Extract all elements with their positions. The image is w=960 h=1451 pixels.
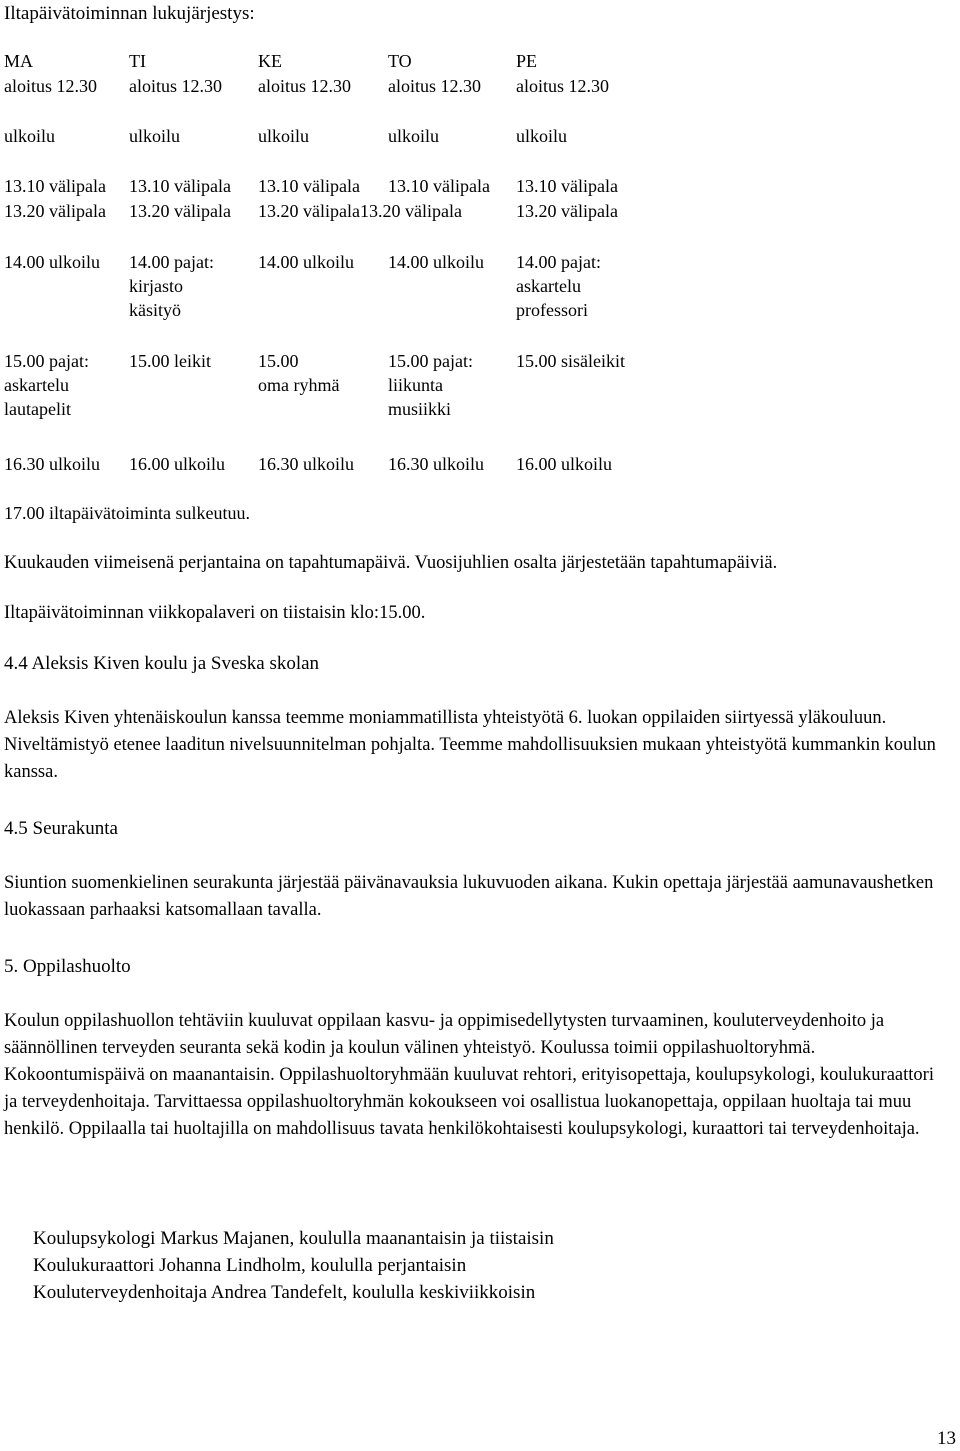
slot1400-tue-line: kirjasto [129, 276, 183, 296]
outdoor-tue: ulkoilu [129, 126, 181, 146]
outdoor-thu: ulkoilu [388, 126, 440, 146]
schedule-1400-row [4, 250, 704, 325]
start-fri: aloitus 12.30 [516, 76, 609, 96]
start-thu: aloitus 12.30 [388, 76, 481, 96]
day-mon: MA [4, 51, 34, 71]
section-4-5-paragraph: Siuntion suomenkielinen seurakunta järjestää päivänavauksia lukuvuoden aikana. Kukin opettaja järjestää aamunavaushetken luokassaan parhaaksi katsomallaan tavalla. [4, 873, 934, 920]
start-wed: aloitus 12.30 [258, 76, 351, 96]
page-number: 13 [937, 1428, 956, 1449]
outdoor-wed: ulkoilu [258, 126, 310, 146]
day-thu: TO [388, 51, 412, 71]
slot1400-wed [258, 250, 355, 322]
slot1500-mon-line: lautapelit [4, 399, 71, 419]
slot1500-thu-line: musiikki [388, 399, 452, 419]
slot1500-fri-line: 15.00 sisäleikit [516, 351, 625, 371]
slot16-tue: 16.00 ulkoilu [129, 454, 226, 474]
slot1400-thu [388, 250, 485, 322]
section-5-heading: 5. Oppilashuolto [4, 956, 131, 977]
slot1400-fri-line: askartelu [516, 276, 581, 296]
section-5-paragraph: Koulun oppilashuollon tehtäviin kuuluvat oppilaan kasvu- ja oppimisedellytysten turvaaminen, kouluterveydenhoito ja säännöllinen terveyden seuranta sekä kodin ja koulun välinen yhteistyö. Koulussa toimii oppilashuoltoryhmä. Kokoontumispäivä on maanantaisin. Oppilashuoltoryhmään kuuluvat rehtori, erityisopettaja, koulupsykologi, koulukuraattori ja terveydenhoitaja. Tarvittaessa oppilashuoltoryhmän kokoukseen voi osallistua luokanopettaja, oppilaan huoltaja tai muu henkilö. Oppilaalla tai huoltajilla on mahdollisuus tavata henkilökohtaisesti koulupsykologi, kuraattori tai terveydenhoitaja. [4, 1011, 934, 1139]
event-day-note: Kuukauden viimeisenä perjantaina on tapahtumapäivä. Vuosijuhlien osalta järjestetään tapahtumapäiviä. [4, 553, 778, 573]
day-fri: PE [516, 51, 538, 71]
slot16-wed: 16.30 ulkoilu [258, 454, 355, 474]
day-tue: TI [129, 51, 146, 71]
section-4-5-body [4, 870, 944, 924]
contact-curator: Koulukuraattori Johanna Lindholm, koululla perjantaisin [33, 1255, 467, 1276]
start-tue: aloitus 12.30 [129, 76, 222, 96]
section-4-5-heading: 4.5 Seurakunta [4, 818, 118, 839]
outdoor-mon: ulkoilu [4, 126, 56, 146]
slot1500-thu-line: 15.00 pajat: [388, 351, 473, 371]
slot16-fri: 16.00 ulkoilu [516, 454, 613, 474]
slot1400-fri-line: professori [516, 300, 588, 320]
slot1400-tue-line: käsityö [129, 300, 181, 320]
section-4-4-heading: 4.4 Aleksis Kiven koulu ja Sveska skolan [4, 653, 320, 674]
snack1-mon: 13.10 välipala [4, 176, 106, 196]
slot1400-wed-line: 14.00 ulkoilu [258, 252, 355, 272]
day-wed: KE [258, 51, 282, 71]
slot16-thu: 16.30 ulkoilu [388, 454, 485, 474]
slot1500-fri [516, 349, 625, 421]
slot1400-tue-line: 14.00 pajat: [129, 252, 214, 272]
snack1-thu: 13.10 välipala [388, 176, 490, 196]
snack2-tue: 13.20 välipala [129, 201, 231, 221]
slot1400-thu-line: 14.00 ulkoilu [388, 252, 485, 272]
section-5-body [4, 1008, 944, 1143]
contact-list [33, 1225, 554, 1306]
contact-psychologist: Koulupsykologi Markus Majanen, koululla maanantaisin ja tiistaisin [33, 1228, 554, 1249]
snack1-wed: 13.10 välipala [258, 176, 360, 196]
slot1400-mon [4, 250, 101, 322]
contact-nurse: Kouluterveydenhoitaja Andrea Tandefelt, koululla keskiviikkoisin [33, 1282, 536, 1303]
snack1-tue: 13.10 välipala [129, 176, 231, 196]
slot16-mon: 16.30 ulkoilu [4, 454, 101, 474]
slot1500-tue [129, 349, 211, 421]
schedule-title: Iltapäivätoiminnan lukujärjestys: [4, 3, 255, 24]
slot1500-wed-line: oma ryhmä [258, 375, 340, 395]
slot1500-mon-line: askartelu [4, 375, 69, 395]
slot1500-wed [258, 349, 340, 445]
schedule-1500-row [4, 349, 704, 424]
schedule-closing: 17.00 iltapäivätoiminta sulkeutuu. [4, 503, 250, 523]
outdoor-fri: ulkoilu [516, 126, 568, 146]
section-4-4-body [4, 705, 944, 786]
slot1500-tue-line: 15.00 leikit [129, 351, 211, 371]
slot1400-mon-line: 14.00 ulkoilu [4, 252, 101, 272]
start-mon: aloitus 12.30 [4, 76, 97, 96]
weekly-meeting-note: Iltapäivätoiminnan viikkopalaveri on tiistaisin klo:15.00. [4, 603, 426, 623]
slot1500-wed-line: 15.00 [258, 351, 299, 371]
snack2-wed-thu: 13.20 välipala13.20 välipala [258, 201, 462, 221]
slot1500-thu-line: liikunta [388, 375, 443, 395]
slot1500-mon-line: 15.00 pajat: [4, 351, 89, 371]
snack1-fri: 13.10 välipala [516, 176, 618, 196]
section-4-4-paragraph: Aleksis Kiven yhtenäiskoulun kanssa teemme moniammatillista yhteistyötä 6. luokan oppilaiden siirtyessä yläkouluun. Niveltämistyö etenee laaditun nivelsuunnitelman pohjalta. Teemme mahdollisuuksien mukaan yhteistyötä kummankin koulun kanssa. [4, 708, 936, 782]
snack2-fri: 13.20 välipala [516, 201, 618, 221]
slot1400-fri-line: 14.00 pajat: [516, 252, 601, 272]
snack2-mon: 13.20 välipala [4, 201, 106, 221]
